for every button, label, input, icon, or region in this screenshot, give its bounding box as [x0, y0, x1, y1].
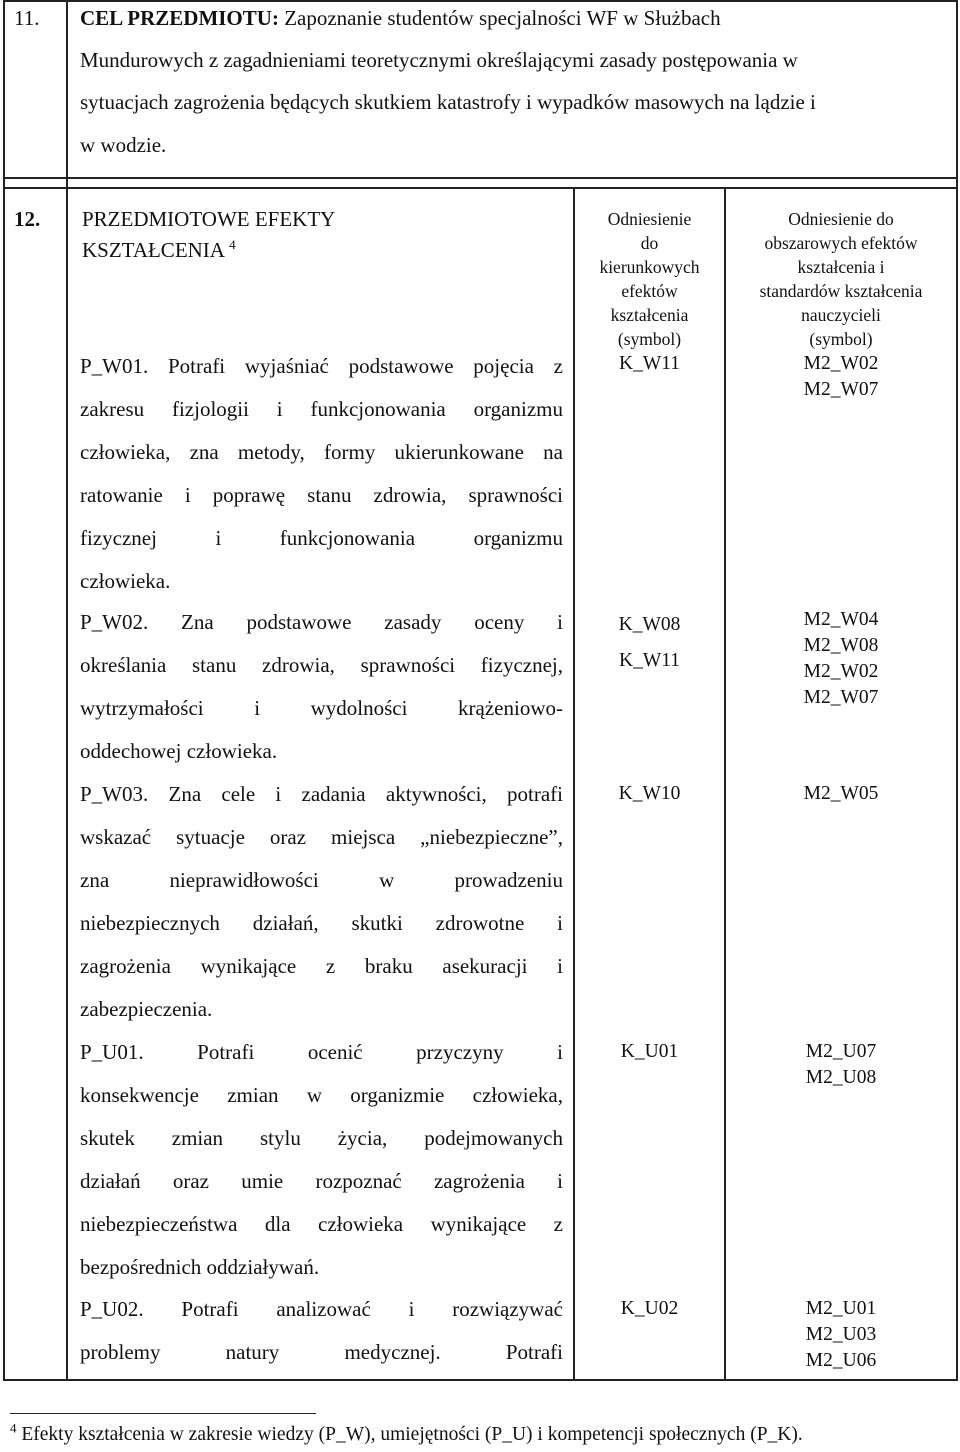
footnote-mark: 4 [10, 1420, 17, 1436]
course-objective-label: CEL PRZEDMIOTU: [80, 6, 279, 30]
section-title [82, 238, 236, 263]
direction-effect-symbols: K_W10 [618, 783, 681, 804]
learning-effect-text: P_W02. Zna podstawowe zasady oceny i określania stanu zdrowia, sprawności fizycznej, wytrzymałości i wydolności krążeniowo- oddechowej człowieka. [80, 610, 563, 763]
header-line: do [640, 233, 659, 253]
header-line: Odniesienie [607, 209, 692, 229]
header-line: (symbol) [809, 329, 873, 349]
header-line: nauczycieli [801, 305, 881, 325]
footnote-text: Efekty kształcenia w zakresie wiedzy (P_W), umiejętności (P_U) i kompetencji społecznych (P_K). [16, 1424, 803, 1445]
table-top-border [3, 0, 958, 2]
table-bottom-border [3, 1379, 958, 1381]
header-line: kształcenia [610, 305, 689, 325]
course-objective-text: w wodzie. [80, 133, 167, 157]
effect-code: P_W02. [80, 610, 149, 634]
header-line: (symbol) [617, 329, 682, 349]
row-divider [3, 187, 958, 189]
learning-effect-text: P_W03. Zna cele i zadania aktywności, potrafi wskazać sytuacje oraz miejsca „niebezpieczne”, zna nieprawidłowości w prowadzeniu niebezpiecznych działań, skutki zdrowotne i zagrożenia wynikające z braku asekuracji i zabezpieczenia. [80, 782, 563, 1021]
section-title-text: KSZTAŁCENIA [82, 238, 224, 262]
course-objective-text: Mundurowych z zagadnieniami teoretycznymi określającymi zasady postępowania w [80, 48, 798, 72]
effect-code: P_U02. [80, 1297, 144, 1321]
area-effects-header [726, 207, 956, 351]
footnote [10, 1420, 803, 1446]
section-number: 11. [14, 6, 40, 30]
header-line: kształcenia i [797, 257, 885, 277]
course-objective [80, 6, 942, 31]
effect-code: P_W01. [80, 354, 149, 378]
area-effect-symbols: M2_U07 M2_U08 [805, 1041, 877, 1088]
table-left-border [3, 0, 5, 1381]
direction-effect-symbols: K_W08 K_W11 [618, 614, 681, 671]
area-effect-symbols: M2_U01 M2_U03 M2_U06 [805, 1298, 877, 1371]
section-number: 12. [14, 207, 41, 231]
area-effect-symbols: M2_W04 M2_W08 M2_W02 M2_W07 [803, 609, 879, 708]
learning-effect-text: P_W01. Potrafi wyjaśniać podstawowe pojęcia z zakresu fizjologii i funkcjonowania organizmu człowieka, zna metody, formy ukierunkowane na ratowanie i poprawę stanu zdrowia, sprawności fizycznej i funkcjonowania organizmu człowieka. [80, 354, 563, 593]
table-right-border [956, 0, 958, 1381]
footnote-separator [10, 1413, 316, 1414]
header-line: obszarowych efektów [764, 233, 918, 253]
effect-code: P_U01. [80, 1040, 144, 1064]
number-column-divider [66, 0, 68, 1381]
course-objective-text: Zapoznanie studentów specjalności WF w Służbach [278, 6, 721, 30]
effect-code: P_W03. [80, 782, 149, 806]
direction-effect-symbols: K_U02 [620, 1298, 679, 1319]
header-line: efektów [621, 281, 678, 301]
direction-effects-header [575, 207, 724, 351]
direction-effect-symbols: K_W11 [618, 353, 680, 374]
course-objective-text: sytuacjach zagrożenia będących skutkiem katastrofy i wypadków masowych na lądzie i [80, 90, 816, 114]
footnote-reference: 4 [229, 237, 236, 252]
header-line: standardów kształcenia [759, 281, 923, 301]
learning-effect-text: P_U01. Potrafi ocenić przyczyny i konsekwencje zmian w organizmie człowieka, skutek zmian stylu życia, podejmowanych działań oraz umie rozpoznać zagrożenia i niebezpieczeństwa dla człowieka wynikające z bezpośrednich oddziaływań. [80, 1040, 563, 1279]
learning-effect-text: P_U02. Potrafi analizować i rozwiązywać problemy natury medycznej. Potrafi [80, 1297, 563, 1364]
section-title: PRZEDMIOTOWE EFEKTY [82, 207, 336, 231]
area-effect-symbols: M2_W02 M2_W07 [803, 353, 879, 400]
row-divider [3, 177, 958, 179]
direction-effect-symbols: K_U01 [620, 1041, 679, 1062]
area-effect-symbols: M2_W05 [803, 783, 879, 804]
header-line: Odniesienie do [788, 209, 894, 229]
header-line: kierunkowych [599, 257, 700, 277]
